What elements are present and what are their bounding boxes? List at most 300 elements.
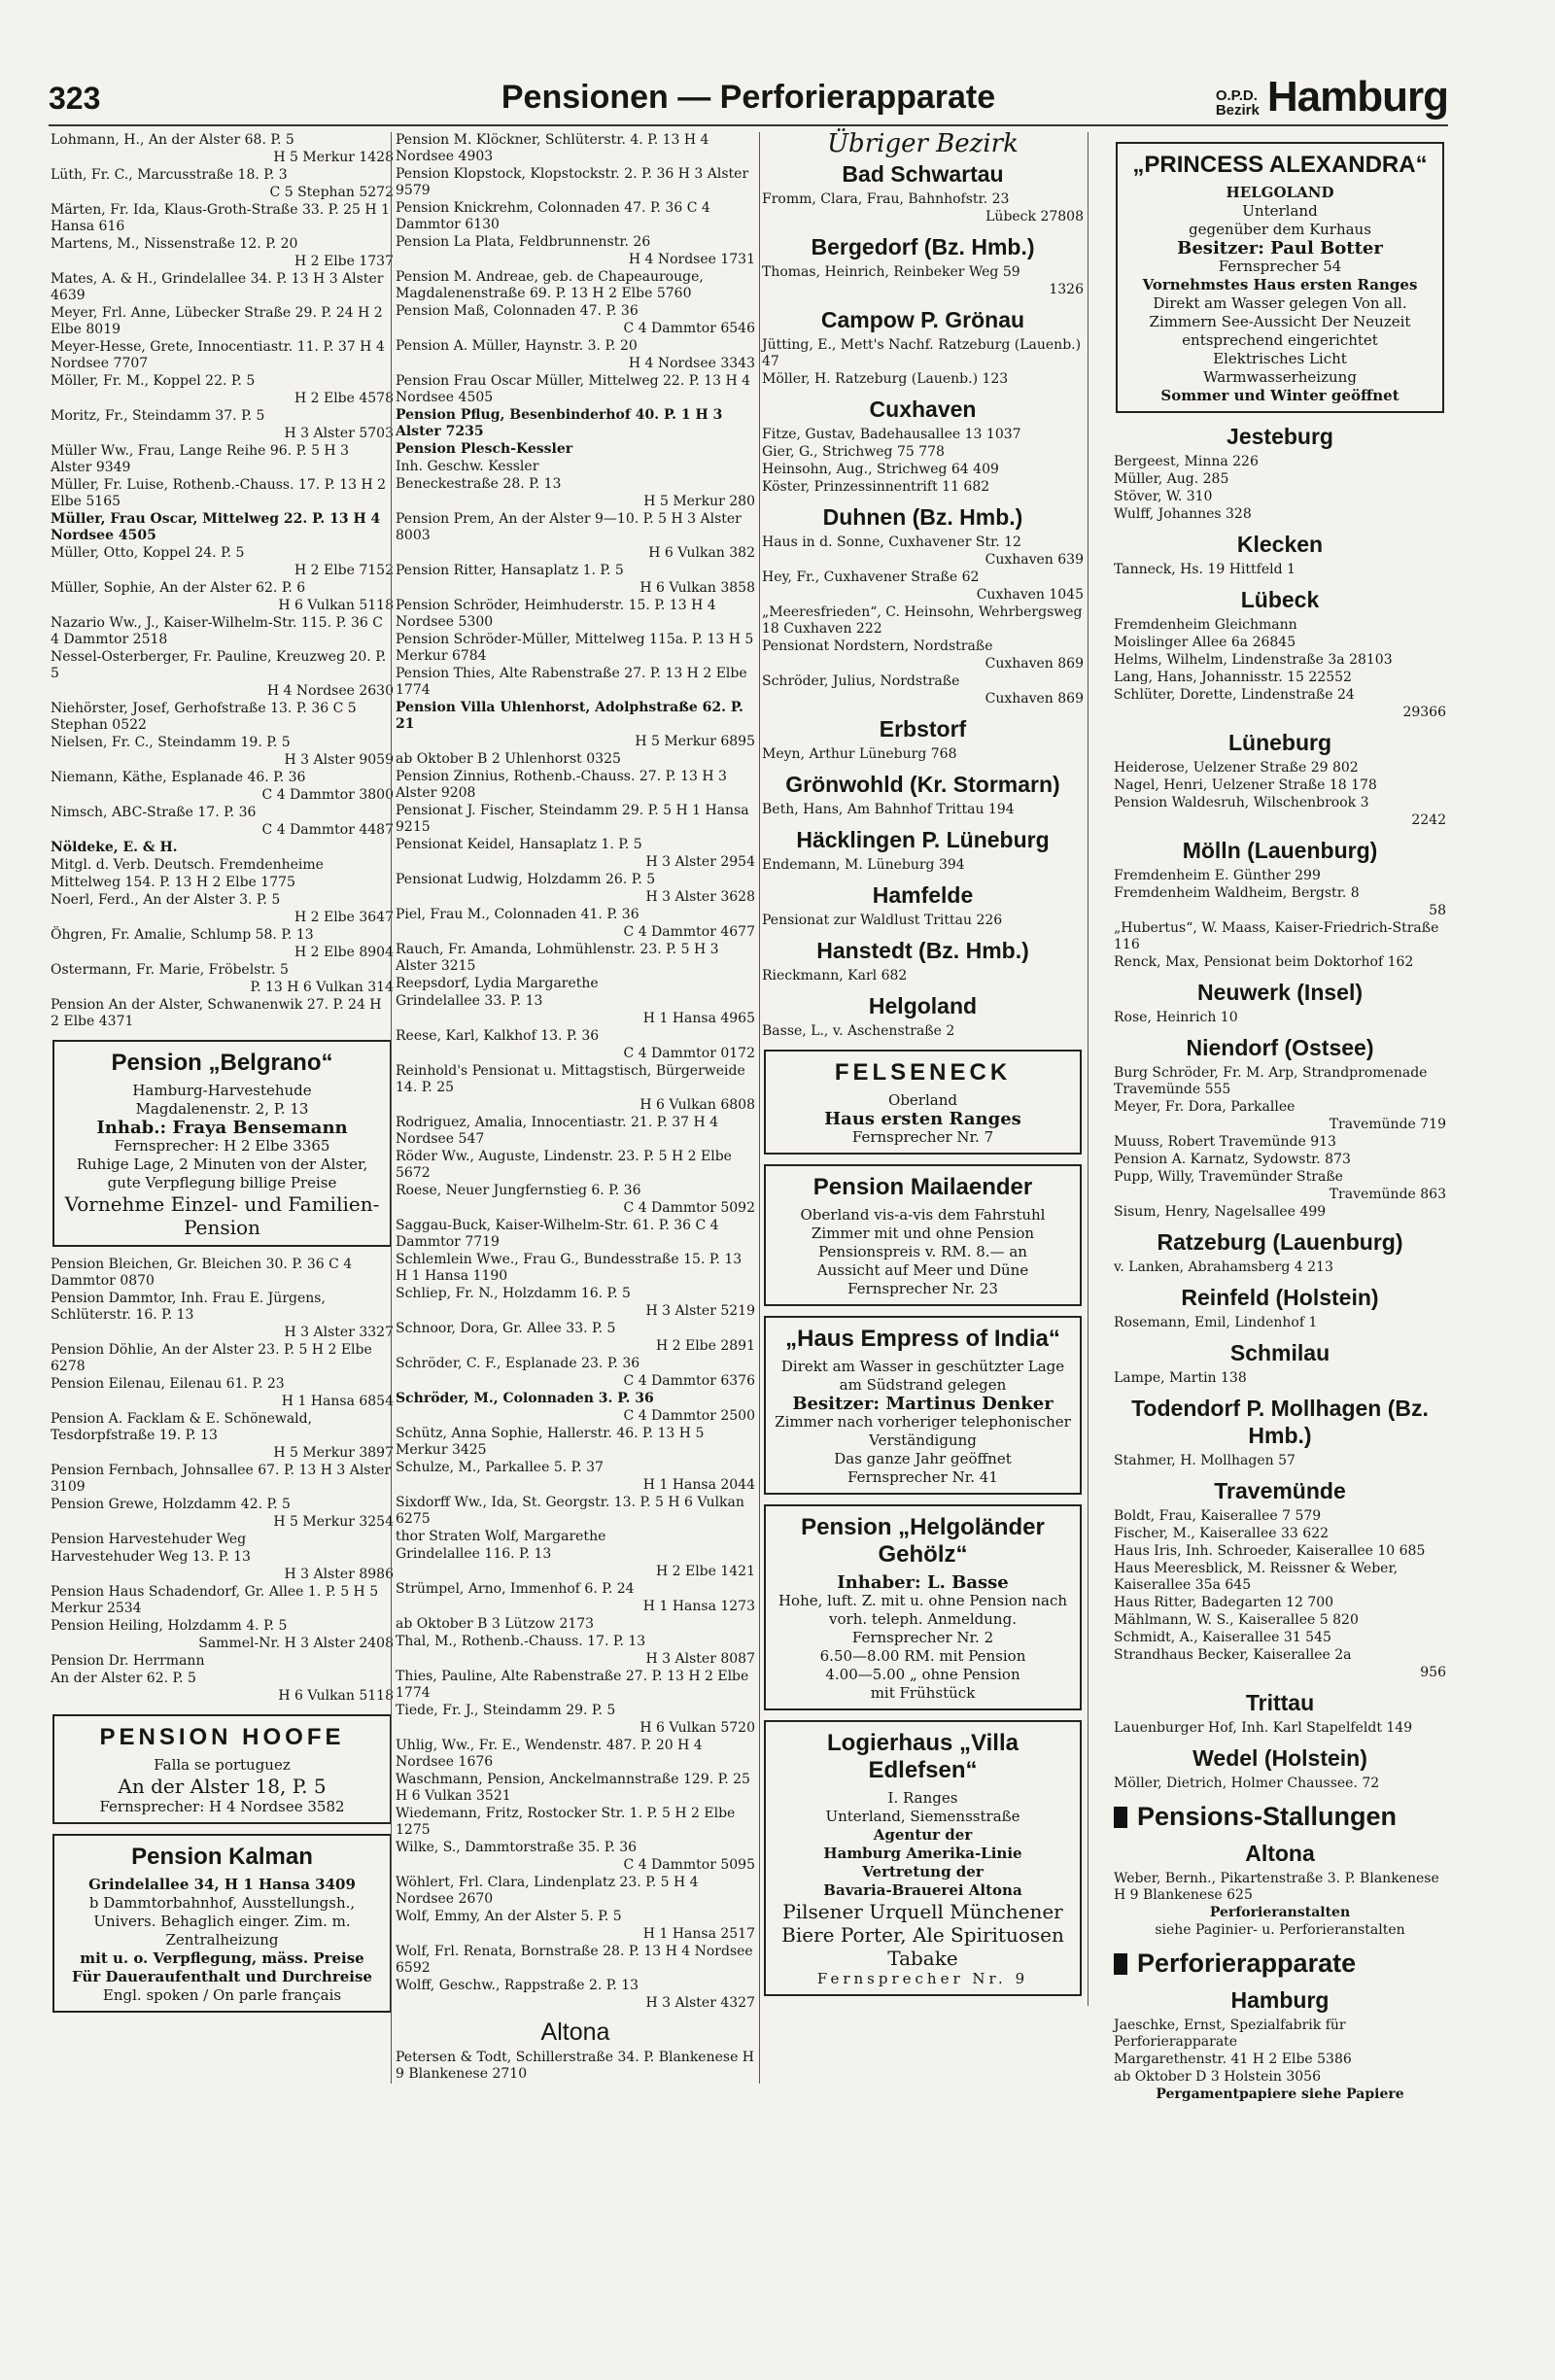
list-item: Pension Dr. Herrmann	[51, 1653, 205, 1669]
list-item: Pension Bleichen, Gr. Bleichen 30. P. 36 C 4 Dammtor 0870	[51, 1257, 353, 1289]
column-2	[391, 132, 760, 2084]
list-item: H 3 Alster 8986	[284, 1567, 394, 1582]
list-item: Tanneck, Hs. 19 Hittfeld 1	[1114, 562, 1296, 577]
ad-mailaender	[764, 1164, 1082, 1306]
list-item: Jaeschke, Ernst, Spezialfabrik für Perforierapparate	[1114, 2018, 1346, 2050]
ad-line: Fernsprecher: H 2 Elbe 3365	[114, 1137, 330, 1155]
list-item: Margarethenstr. 41 H 2 Elbe 5386	[1114, 2052, 1352, 2067]
list-item: H 5 Merkur 1428	[273, 150, 394, 165]
section-title: Campow P. Grönau	[820, 307, 1025, 332]
list-item: Wilke, S., Dammtorstraße 35. P. 36	[396, 1840, 638, 1855]
ad-felseneck	[764, 1050, 1082, 1155]
list-item: H 1 Hansa 4965	[642, 1011, 755, 1026]
list-item: Haus Iris, Inh. Schroeder, Kaiserallee 10 685	[1114, 1543, 1426, 1559]
section-title: Neuwerk (Insel)	[1197, 980, 1363, 1005]
list-item: Wolff, Geschw., Rappstraße 2. P. 13	[396, 1978, 639, 1993]
ad-line: Zimmer mit und ohne Pension	[811, 1224, 1035, 1242]
list-item: Schröder, Julius, Nordstraße	[762, 673, 960, 689]
list-item: Meyer, Fr. Dora, Parkallee	[1114, 1099, 1296, 1115]
section-title: Hamfelde	[872, 882, 974, 908]
ad-line: Fernsprecher Nr. 41	[847, 1468, 998, 1486]
ad-line: Aussicht auf Meer und Düne	[816, 1261, 1029, 1279]
list-item: Pension Dammtor, Inh. Frau E. Jürgens, Schlüterstr. 16. P. 13	[51, 1291, 326, 1323]
list-item: Pension La Plata, Feldbrunnenstr. 26	[396, 234, 651, 250]
list-item: Pension M. Klöckner, Schlüterstr. 4. P. 13 H 4 Nordsee 4903	[396, 132, 709, 164]
list-item: Helms, Wilhelm, Lindenstraße 3a 28103	[1114, 652, 1393, 668]
ad-line: Magdalenenstr. 2, P. 13	[135, 1100, 309, 1118]
list-item: C 4 Dammtor 5095	[623, 1857, 755, 1873]
list-item: C 4 Dammtor 4487	[261, 822, 394, 838]
list-item: Reese, Karl, Kalkhof 13. P. 36	[396, 1028, 600, 1044]
list-item: Heinsohn, Aug., Strichweg 64 409	[762, 462, 999, 477]
list-item: Pension A. Müller, Haynstr. 3. P. 20	[396, 338, 638, 354]
list-item: H 5 Merkur 280	[643, 494, 755, 509]
ad-line: Sommer und Winter geöffnet	[1160, 387, 1400, 404]
list-item: Nöldeke, E. & H.	[51, 840, 178, 855]
section-title: Schmilau	[1229, 1340, 1330, 1365]
ad-gehoelz	[764, 1504, 1082, 1710]
list-item: Schliep, Fr. N., Holzdamm 16. P. 5	[396, 1286, 631, 1301]
list-item: Müller Ww., Frau, Lange Reihe 96. P. 5 H 3 Alster 9349	[51, 443, 350, 475]
list-item: 956	[1420, 1665, 1446, 1680]
list-item: H 6 Vulkan 382	[648, 545, 755, 561]
ad-line: Fernsprecher 54	[1218, 258, 1342, 275]
list-item: Boldt, Frau, Kaiserallee 7 579	[1114, 1508, 1322, 1524]
list-item: H 3 Alster 9059	[284, 752, 394, 768]
list-item: H 4 Nordsee 1731	[628, 252, 755, 267]
list-item: H 2 Elbe 4578	[294, 391, 394, 406]
ad-belgrano	[52, 1040, 392, 1247]
list-item: Pensionat Ludwig, Holzdamm 26. P. 5	[396, 872, 656, 887]
list-item: C 4 Dammtor 0172	[623, 1046, 755, 1061]
list-item: Saggau-Buck, Kaiser-Wilhelm-Str. 61. P. 36 C 4 Dammtor 7719	[396, 1218, 719, 1250]
list-item: 1326	[1049, 282, 1084, 297]
list-item: Sixdorff Ww., Ida, St. Georgstr. 13. P. 5 H 6 Vulkan 6275	[396, 1495, 744, 1527]
section-title: Hamburg	[1230, 1987, 1330, 2013]
list-item: Grindelallee 33. P. 13	[396, 993, 543, 1009]
list-item: Muuss, Robert Travemünde 913	[1114, 1134, 1336, 1150]
list-item: Pension A. Karnatz, Sydowstr. 873	[1114, 1152, 1351, 1167]
section-title: Mölln (Lauenburg)	[1182, 838, 1378, 863]
list-item: Gier, G., Strichweg 75 778	[762, 444, 945, 460]
list-item: Mählmann, W. S., Kaiserallee 5 820	[1114, 1612, 1359, 1628]
list-item: H 2 Elbe 3647	[294, 910, 394, 925]
section-title: Jesteburg	[1227, 424, 1333, 449]
section-title: Wedel (Holstein)	[1192, 1745, 1367, 1771]
ad-edlefsen	[764, 1720, 1082, 1996]
ad-line: Fernsprecher Nr. 7	[851, 1128, 994, 1146]
list-item: Lang, Hans, Johannisstr. 15 22552	[1114, 670, 1352, 685]
list-item: Harvestehuder Weg 13. P. 13	[51, 1549, 251, 1565]
list-item: Pensionat Keidel, Hansaplatz 1. P. 5	[396, 837, 642, 852]
ad-line: I. Ranges	[887, 1789, 958, 1807]
page-number: 323	[49, 81, 101, 116]
list-item: Schlüter, Dorette, Lindenstraße 24	[1114, 687, 1355, 703]
list-item: Pension Haus Schadendorf, Gr. Allee 1. P. 5 H 5 Merkur 2534	[51, 1584, 379, 1616]
list-item: Sammel-Nr. H 3 Alster 2408	[198, 1636, 394, 1651]
list-item: Öhgren, Fr. Amalie, Schlump 58. P. 13	[51, 927, 314, 943]
ad-line: Fernsprecher Nr. 2	[851, 1629, 994, 1646]
ad-line: Für Daueraufenthalt und Durchreise	[72, 1968, 372, 1985]
ad-line: Direkt am Wasser gelegen Von all. Zimmern See-Aussicht Der Neuzeit entsprechend eingerichtet	[1149, 294, 1411, 349]
opd-line1: O.P.D.	[1215, 86, 1258, 104]
list-item: Fitze, Gustav, Badehausallee 13 1037	[762, 427, 1021, 442]
section-title: Lübeck	[1240, 587, 1320, 612]
list-item: Nessel-Osterberger, Fr. Pauline, Kreuzweg 20. P. 5	[51, 649, 387, 681]
list-item: Lüth, Fr. C., Marcusstraße 18. P. 3	[51, 167, 288, 183]
list-item: Meyn, Arthur Lüneburg 768	[762, 746, 957, 762]
list-item: ab Oktober B 2 Uhlenhorst 0325	[396, 751, 621, 767]
list-item: Pension M. Andreae, geb. de Chapeaurouge, Magdalenenstraße 69. P. 13 H 2 Elbe 5760	[396, 269, 704, 301]
list-item: Müller, Otto, Koppel 24. P. 5	[51, 545, 245, 561]
list-item: An der Alster 62. P. 5	[51, 1671, 196, 1686]
list-item: Meyer-Hesse, Grete, Innocentiastr. 11. P. 37 H 4 Nordsee 7707	[51, 339, 385, 371]
list-item: Märten, Fr. Ida, Klaus-Groth-Straße 33. P. 25 H 1 Hansa 616	[51, 202, 390, 234]
list-item: Pension Maß, Colonnaden 47. P. 36	[396, 303, 639, 319]
section-title: Lüneburg	[1227, 730, 1332, 755]
list-item: Schröder, M., Colonnaden 3. P. 36	[396, 1391, 654, 1406]
opd-label	[1216, 88, 1260, 120]
list-item: Mitgl. d. Verb. Deutsch. Fremdenheime	[51, 857, 324, 873]
list-item: Rieckmann, Karl 682	[762, 968, 908, 983]
section-perforierapparate	[1114, 1949, 1446, 1979]
ad-line: Fernsprecher Nr. 23	[847, 1280, 998, 1297]
ad-line: Inhaber: L. Basse	[837, 1572, 1009, 1593]
list-item: Piel, Frau M., Colonnaden 41. P. 36	[396, 907, 639, 922]
list-item: Weber, Bernh., Pikartenstraße 3. P. Blankenese H 9 Blankenese 625	[1114, 1871, 1439, 1903]
section-title: Reinfeld (Holstein)	[1181, 1285, 1379, 1310]
list-item: 58	[1429, 903, 1446, 918]
list-item: 29366	[1402, 705, 1446, 720]
list-item: H 3 Alster 2954	[645, 854, 755, 870]
section-title: Altona	[1245, 1841, 1315, 1866]
list-item: Endemann, M. Lüneburg 394	[762, 857, 965, 873]
list-item: Pension Schröder-Müller, Mittelweg 115a. P. 13 H 5 Merkur 6784	[396, 632, 754, 664]
list-item: Nagel, Henri, Uelzener Straße 18 178	[1114, 777, 1377, 793]
list-item: H 3 Alster 5703	[284, 426, 394, 441]
list-item: Rauch, Fr. Amanda, Lohmühlenstr. 23. P. 5 H 3 Alster 3215	[396, 942, 719, 974]
list-item: Schulze, M., Parkallee 5. P. 37	[396, 1460, 604, 1475]
entries-1b	[51, 1257, 394, 1705]
ad-title: Pension „Belgrano“	[111, 1050, 333, 1076]
list-item: Perforieranstalten	[1209, 1905, 1351, 1920]
list-item: Pension Thies, Alte Rabenstraße 27. P. 13 H 2 Elbe 1774	[396, 666, 747, 698]
list-item: Pension Plesch-Kessler	[396, 441, 573, 457]
list-item: Burg Schröder, Fr. M. Arp, Strandpromenade Travemünde 555	[1114, 1065, 1428, 1097]
list-item: Haus Ritter, Badegarten 12 700	[1114, 1595, 1334, 1610]
list-item: Pergamentpapiere siehe Papiere	[1156, 2087, 1404, 2102]
list-item: Travemünde 719	[1329, 1117, 1446, 1132]
list-item: ab Oktober D 3 Holstein 3056	[1114, 2069, 1321, 2085]
ad-line: Oberland	[888, 1091, 957, 1109]
ad-line: Fernsprecher Nr. 9	[816, 1970, 1029, 1987]
ad-title: FELSENECK	[834, 1059, 1012, 1086]
list-item: Röder Ww., Auguste, Lindenstr. 23. P. 5 H 2 Elbe 5672	[396, 1149, 732, 1181]
section-title: Altona	[540, 2018, 610, 2046]
list-item: Pension Klopstock, Klopstockstr. 2. P. 36 H 3 Alster 9579	[396, 166, 749, 198]
section-title: Erbstorf	[879, 716, 967, 742]
column-3	[758, 129, 1088, 2006]
list-item: Pension Grewe, Holzdamm 42. P. 5	[51, 1497, 291, 1512]
list-item: Reinhold's Pensionat u. Mittagstisch, Bürgerweide 14. P. 25	[396, 1063, 745, 1095]
section-pensions-stallungen	[1114, 1802, 1446, 1832]
list-item: H 6 Vulkan 5720	[639, 1720, 755, 1736]
list-item: „Hubertus“, W. Maass, Kaiser-Friedrich-Straße 116	[1114, 920, 1439, 952]
ad-line: Unterland	[1242, 202, 1318, 220]
ad-line: Besitzer: Paul Botter	[1177, 238, 1383, 259]
list-item: Möller, Fr. M., Koppel 22. P. 5	[51, 373, 256, 389]
list-item: Fromm, Clara, Frau, Bahnhofstr. 23	[762, 191, 1010, 207]
list-item: Jütting, E., Mett's Nachf. Ratzeburg (Lauenb.) 47	[762, 337, 1082, 369]
list-item: Pensionat zur Waldlust Trittau 226	[762, 913, 1003, 928]
ad-title: Pension Mailaender	[812, 1174, 1033, 1200]
list-item: Fremdenheim Waldheim, Bergstr. 8	[1114, 885, 1360, 901]
ad-line: Warmwasserheizung	[1203, 368, 1357, 386]
list-item: Lohmann, H., An der Alster 68. P. 5	[51, 132, 294, 148]
list-item: Fischer, M., Kaiserallee 33 622	[1114, 1526, 1330, 1541]
ad-line: 4.00—5.00 „ ohne Pension	[825, 1666, 1020, 1683]
ad-title: „PRINCESS ALEXANDRA“	[1132, 152, 1428, 178]
section-title: Bad Schwartau	[842, 161, 1004, 187]
list-item: Pension Frau Oscar Müller, Mittelweg 22. P. 13 H 4 Nordsee 4505	[396, 373, 751, 405]
list-item: Ostermann, Fr. Marie, Fröbelstr. 5	[51, 962, 289, 978]
list-item: Renck, Max, Pensionat beim Doktorhof 162	[1114, 954, 1414, 970]
list-item: H 6 Vulkan 6808	[639, 1097, 755, 1113]
list-item: H 6 Vulkan 5118	[278, 598, 394, 613]
list-item: Nimsch, ABC-Straße 17. P. 36	[51, 805, 257, 820]
ad-line: Haus ersten Ranges	[824, 1109, 1021, 1129]
list-item: Stöver, W. 310	[1114, 489, 1213, 504]
list-item: Pension An der Alster, Schwanenwik 27. P. 24 H 2 Elbe 4371	[51, 997, 382, 1029]
column-4	[1114, 132, 1446, 2104]
ad-line: Vornehme Einzel- und Familien-Pension	[64, 1192, 380, 1239]
list-item: H 2 Elbe 2891	[655, 1338, 755, 1354]
list-item: Haus Meeresblick, M. Reissner & Weber, Kaiserallee 35a 645	[1114, 1561, 1399, 1593]
list-item: H 3 Alster 5219	[645, 1303, 755, 1319]
page-header	[49, 58, 1448, 126]
list-item: 2242	[1411, 812, 1446, 828]
list-item: Meyer, Frl. Anne, Lübecker Straße 29. P. 24 H 2 Elbe 8019	[51, 305, 383, 337]
list-item: Müller, Sophie, An der Alster 62. P. 6	[51, 580, 306, 596]
list-item: Rose, Heinrich 10	[1114, 1010, 1238, 1025]
ad-title: Logierhaus „Villa Edlefsen“	[827, 1730, 1019, 1783]
ad-line: Vertretung der	[862, 1863, 984, 1880]
list-item: Heiderose, Uelzener Straße 29 802	[1114, 760, 1359, 776]
ad-line: Das ganze Jahr geöffnet	[834, 1450, 1012, 1467]
ad-princess-alexandra	[1116, 142, 1444, 413]
ad-line: b Dammtorbahnhof, Ausstellungsh., Univers. Behaglich einger. Zim. m. Zentralheizung	[88, 1894, 356, 1949]
section-title: Bergedorf (Bz. Hmb.)	[811, 234, 1035, 259]
list-item: v. Lanken, Abrahamsberg 4 213	[1114, 1259, 1333, 1275]
ad-title: PENSION HOOFE	[99, 1724, 345, 1750]
section-title: Cuxhaven	[869, 397, 977, 422]
list-item: Bergeest, Minna 226	[1114, 454, 1259, 469]
list-item: Wolf, Frl. Renata, Bornstraße 28. P. 13 H 4 Nordsee 6592	[396, 1944, 753, 1976]
list-item: Müller, Fr. Luise, Rothenb.-Chauss. 17. P. 13 H 2 Elbe 5165	[51, 477, 387, 509]
ad-line: Fernsprecher: H 4 Nordsee 3582	[99, 1798, 345, 1815]
list-item: H 3 Alster 8087	[645, 1651, 755, 1667]
column-1	[51, 132, 394, 2022]
list-item: Hey, Fr., Cuxhavener Straße 62	[762, 569, 980, 585]
ad-line: Pilsener Urquell Münchener Biere Porter, Ale Spirituosen Tabake	[781, 1900, 1064, 1970]
list-item: Pension Döhlie, An der Alster 23. P. 5 H 2 Elbe 6278	[51, 1342, 372, 1374]
ad-line: Ruhige Lage, 2 Minuten von der Alster, gute Verpflegung billige Preise	[76, 1156, 368, 1191]
list-item: Wiedemann, Fritz, Rostocker Str. 1. P. 5 H 2 Elbe 1275	[396, 1806, 736, 1838]
ad-title: „Haus Empress of India“	[785, 1326, 1060, 1352]
list-item: Fremdenheim E. Günther 299	[1114, 868, 1321, 883]
list-item: Nazario Ww., J., Kaiser-Wilhelm-Str. 115. P. 36 C 4 Dammtor 2518	[51, 615, 383, 647]
ad-line: Bavaria-Brauerei Altona	[823, 1881, 1022, 1899]
list-item: Strümpel, Arno, Immenhof 6. P. 24	[396, 1581, 635, 1597]
list-item: Thomas, Heinrich, Reinbeker Weg 59	[762, 264, 1020, 280]
ad-line: Hohe, luft. Z. mit u. ohne Pension nach vorh. teleph. Anmeldung.	[778, 1592, 1068, 1628]
list-item: Müller, Frau Oscar, Mittelweg 22. P. 13 H 4 Nordsee 4505	[51, 511, 381, 543]
ad-line: Unterland, Siemensstraße	[825, 1808, 1020, 1825]
ad-line: Falla se portuguez	[154, 1756, 291, 1774]
ad-title: Pension „Helgoländer Gehölz“	[801, 1514, 1045, 1568]
list-item: C 4 Dammtor 5092	[623, 1200, 755, 1216]
list-item: H 5 Merkur 3254	[273, 1514, 394, 1530]
list-item: C 5 Stephan 5272	[269, 185, 394, 200]
list-item: Thal, M., Rothenb.-Chauss. 17. P. 13	[396, 1634, 646, 1649]
ad-line: Elektrisches Licht	[1213, 350, 1347, 367]
list-item: Cuxhaven 1045	[976, 587, 1084, 603]
list-item: Pension Heiling, Holzdamm 4. P. 5	[51, 1618, 288, 1634]
list-item: Strandhaus Becker, Kaiserallee 2a	[1114, 1647, 1352, 1663]
list-item: H 2 Elbe 1737	[294, 254, 394, 269]
list-item: Pension Eilenau, Eilenau 61. P. 23	[51, 1376, 285, 1392]
ad-line: Direkt am Wasser in geschützter Lage am Südstrand gelegen	[780, 1358, 1065, 1394]
list-item: Haus in d. Sonne, Cuxhavener Str. 12	[762, 535, 1021, 550]
list-item: H 2 Elbe 8904	[294, 945, 394, 960]
list-item: Cuxhaven 869	[985, 691, 1084, 707]
list-item: H 4 Nordsee 2630	[266, 683, 394, 699]
list-item: Pension Harvestehuder Weg	[51, 1532, 247, 1547]
section-title: Trittau	[1245, 1690, 1315, 1715]
list-item: Pensionat J. Fischer, Steindamm 29. P. 5 H 1 Hansa 9215	[396, 803, 749, 835]
list-item: Inh. Geschw. Kessler	[396, 459, 539, 474]
section-title: Helgoland	[868, 993, 978, 1018]
list-item: Fremdenheim Gleichmann	[1114, 617, 1297, 633]
list-item: Lampe, Martin 138	[1114, 1370, 1247, 1386]
ad-line: gegenüber dem Kurhaus	[1189, 221, 1371, 238]
header-region	[1215, 73, 1448, 121]
ad-line: Hamburg Amerika-Linie	[823, 1845, 1022, 1862]
list-item: „Meeresfrieden“, C. Heinsohn, Wehrbergsweg 18 Cuxhaven 222	[762, 604, 1083, 637]
ad-line: Hamburg-Harvestehude	[132, 1082, 312, 1099]
list-item: H 1 Hansa 2044	[642, 1477, 755, 1493]
list-item: H 1 Hansa 2517	[642, 1926, 755, 1942]
list-item: Pension Prem, An der Alster 9—10. P. 5 H 3 Alster 8003	[396, 511, 742, 543]
list-item: Noerl, Ferd., An der Alster 3. P. 5	[51, 892, 281, 908]
square-bullet-icon	[1114, 1807, 1127, 1828]
list-item: Köster, Prinzessinnentrift 11 682	[762, 479, 990, 495]
list-item: H 6 Vulkan 3858	[639, 580, 755, 596]
ad-kalman	[52, 1834, 392, 2013]
list-item: H 1 Hansa 6854	[281, 1394, 394, 1409]
ad-line: HELGOLAND	[1226, 184, 1334, 201]
ad-hoofe	[52, 1714, 392, 1824]
list-item: Müller, Aug. 285	[1114, 471, 1229, 487]
list-item: C 4 Dammtor 6376	[623, 1373, 755, 1389]
ad-empress	[764, 1316, 1082, 1495]
ad-line: Oberland vis-a-vis dem Fahrstuhl	[800, 1206, 1046, 1224]
list-item: Schmidt, A., Kaiserallee 31 545	[1114, 1630, 1331, 1645]
list-item: Waschmann, Pension, Anckelmannstraße 129. P. 25 H 6 Vulkan 3521	[396, 1772, 750, 1804]
list-item: H 6 Vulkan 5118	[278, 1688, 394, 1704]
section-title: Travemünde	[1214, 1478, 1346, 1503]
list-item: siehe Paginier- u. Perforieranstalten	[1155, 1922, 1405, 1938]
list-item: Tiede, Fr. J., Steindamm 29. P. 5	[396, 1703, 616, 1718]
list-item: Pension Fernbach, Johnsallee 67. P. 13 H 3 Alster 3109	[51, 1463, 392, 1495]
list-item: Reepsdorf, Lydia Margarethe	[396, 976, 599, 991]
list-item: C 4 Dammtor 4677	[623, 924, 755, 940]
list-item: Petersen & Todt, Schillerstraße 34. P. Blankenese H 9 Blankenese 2710	[396, 2050, 755, 2082]
list-item: Nielsen, Fr. C., Steindamm 19. P. 5	[51, 735, 291, 750]
section-heading: Pensions-Stallungen	[1137, 1802, 1398, 1831]
ad-line: mit u. o. Verpflegung, mäss. Preise	[80, 1949, 364, 1967]
ad-line: An der Alster 18, P. 5	[118, 1775, 327, 1798]
list-item: H 1 Hansa 1273	[642, 1599, 755, 1614]
ad-title: Pension Kalman	[131, 1844, 313, 1870]
list-item: Wolf, Emmy, An der Alster 5. P. 5	[396, 1909, 622, 1924]
section-title: Todendorf P. Mollhagen (Bz. Hmb.)	[1131, 1396, 1429, 1448]
list-item: P. 13 H 6 Vulkan 314	[250, 980, 394, 995]
list-item: Wulff, Johannes 328	[1114, 506, 1252, 522]
list-item: H 3 Alster 4327	[645, 1995, 755, 2011]
ad-line: Inhab.: Fraya Bensemann	[96, 1118, 348, 1138]
section-title: Duhnen (Bz. Hmb.)	[822, 504, 1023, 530]
list-item: Pensionat Nordstern, Nordstraße	[762, 638, 993, 654]
list-item: C 4 Dammtor 3800	[261, 787, 394, 803]
list-item: Beneckestraße 28. P. 13	[396, 476, 562, 492]
list-item: H 3 Alster 3327	[284, 1325, 394, 1340]
list-item: Möller, Dietrich, Holmer Chaussee. 72	[1114, 1776, 1380, 1791]
list-item: Travemünde 863	[1329, 1187, 1446, 1202]
list-item: ab Oktober B 3 Lützow 2173	[396, 1616, 595, 1632]
ad-line: Engl. spoken / On parle français	[102, 1986, 342, 2004]
list-item: Lübeck 27808	[985, 209, 1084, 224]
list-item: Pension Knickrehm, Colonnaden 47. P. 36 C 4 Dammtor 6130	[396, 200, 710, 232]
list-item: Schnoor, Dora, Gr. Allee 33. P. 5	[396, 1321, 616, 1336]
list-item: Mates, A. & H., Grindelallee 34. P. 13 H 3 Alster 4639	[51, 271, 384, 303]
list-item: Mittelweg 154. P. 13 H 2 Elbe 1775	[51, 875, 295, 890]
list-item: Martens, M., Nissenstraße 12. P. 20	[51, 236, 298, 252]
section-title: Ratzeburg (Lauenburg)	[1157, 1229, 1403, 1255]
ad-line: 6.50—8.00 RM. mit Pension	[819, 1647, 1026, 1665]
section-title: Niendorf (Ostsee)	[1186, 1035, 1374, 1060]
opd-line2: Bezirk	[1215, 102, 1260, 120]
list-item: Pension Ritter, Hansaplatz 1. P. 5	[396, 563, 624, 578]
list-item: Wöhlert, Frl. Clara, Lindenplatz 23. P. 5 H 4 Nordsee 2670	[396, 1875, 699, 1907]
list-item: H 5 Merkur 3897	[273, 1445, 394, 1461]
list-item: thor Straten Wolf, Margarethe	[396, 1529, 606, 1544]
list-item: H 4 Nordsee 3343	[628, 356, 755, 371]
list-item: Cuxhaven 869	[985, 656, 1084, 672]
list-item: Pension Zinnius, Rothenb.-Chauss. 27. P. 13 H 3 Alster 9208	[396, 769, 727, 801]
list-item: H 2 Elbe 1421	[655, 1564, 755, 1579]
list-item: Schlemlein Wwe., Frau G., Bundesstraße 15. P. 13 H 1 Hansa 1190	[396, 1252, 743, 1284]
header-city: Hamburg	[1266, 73, 1448, 121]
list-item: H 2 Elbe 7152	[294, 563, 394, 578]
list-item: Pupp, Willy, Travemünder Straße	[1114, 1169, 1343, 1185]
section-heading: Perforierapparate	[1137, 1949, 1357, 1978]
list-item: Schütz, Anna Sophie, Hallerstr. 46. P. 13 H 5 Merkur 3425	[396, 1426, 705, 1458]
list-item: Moritz, Fr., Steindamm 37. P. 5	[51, 408, 265, 424]
ad-line: Vornehmstes Haus ersten Ranges	[1142, 276, 1418, 293]
ad-line: mit Frühstück	[870, 1684, 976, 1702]
ad-line: Agentur der	[873, 1826, 973, 1844]
